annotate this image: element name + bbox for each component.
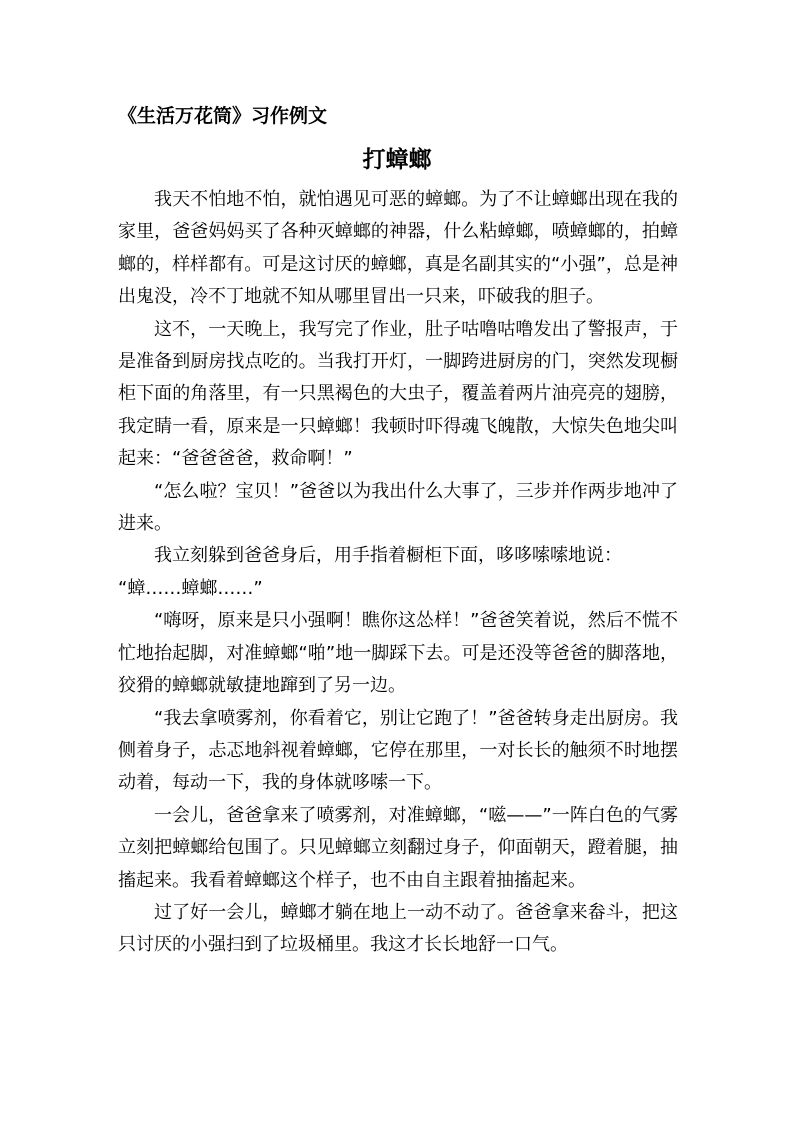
essay-paragraph: 我立刻躲到爸爸身后，用手指着橱柜下面，哆哆嗦嗦地说： bbox=[154, 545, 622, 567]
essay-paragraph: “蟑……蟑螂……” bbox=[118, 577, 263, 599]
essay-paragraph: 这不，一天晚上，我写完了作业，肚子咕噜咕噜发出了警报声，于是准备到厨房找点吃的。当我打开灯，一脚跨进厨房的门，突然发现橱柜下面的角落里，有一只黑褐色的大虫子，覆盖着两片油亮亮的翅膀，我定睛一看，原来是一只蟑螂！我顿时吓得魂飞魄散，大惊失色地尖叫起来：“爸爸爸爸，救命啊！” bbox=[118, 318, 678, 470]
essay-paragraph: 过了好一会儿，蟑螂才躺在地上一动不动了。爸爸拿来畚斗，把这只讨厌的小强扫到了垃圾桶里。我这才长长地舒一口气。 bbox=[118, 901, 678, 956]
document-header: 《生活万花筒》习作例文 bbox=[118, 105, 328, 127]
essay-paragraph: 一会儿，爸爸拿来了喷雾剂，对准蟑螂，“嗞——”一阵白色的气雾立刻把蟑螂给包围了。只见蟑螂立刻翻过身子，仰面朝天，蹬着腿，抽搐起来。我看着蟑螂这个样子，也不由自主跟着抽搐起来。 bbox=[118, 804, 678, 891]
essay-title: 打蟑螂 bbox=[362, 146, 432, 173]
essay-paragraph: “我去拿喷雾剂，你看着它，别让它跑了！”爸爸转身走出厨房。我侧着身子，忐忑地斜视着蟑螂，它停在那里，一对长长的触须不时地摆动着，每动一下，我的身体就哆嗦一下。 bbox=[118, 707, 678, 794]
essay-body bbox=[118, 184, 678, 962]
essay-paragraph: “嗨呀，原来是只小强啊！瞧你这怂样！”爸爸笑着说，然后不慌不忙地抬起脚，对准蟑螂“啪”地一脚踩下去。可是还没等爸爸的脚落地，狡猾的蟑螂就敏捷地蹿到了另一边。 bbox=[118, 610, 678, 697]
essay-paragraph: 我天不怕地不怕，就怕遇见可恶的蟑螂。为了不让蟑螂出现在我的家里，爸爸妈妈买了各种灭蟑螂的神器，什么粘蟑螂，喷蟑螂的，拍蟑螂的，样样都有。可是这讨厌的蟑螂，真是名副其实的“小强”，总是神出鬼没，冷不丁地就不知从哪里冒出一只来，吓破我的胆子。 bbox=[118, 189, 678, 308]
essay-paragraph: “怎么啦？宝贝！”爸爸以为我出什么大事了，三步并作两步地冲了进来。 bbox=[118, 480, 678, 535]
